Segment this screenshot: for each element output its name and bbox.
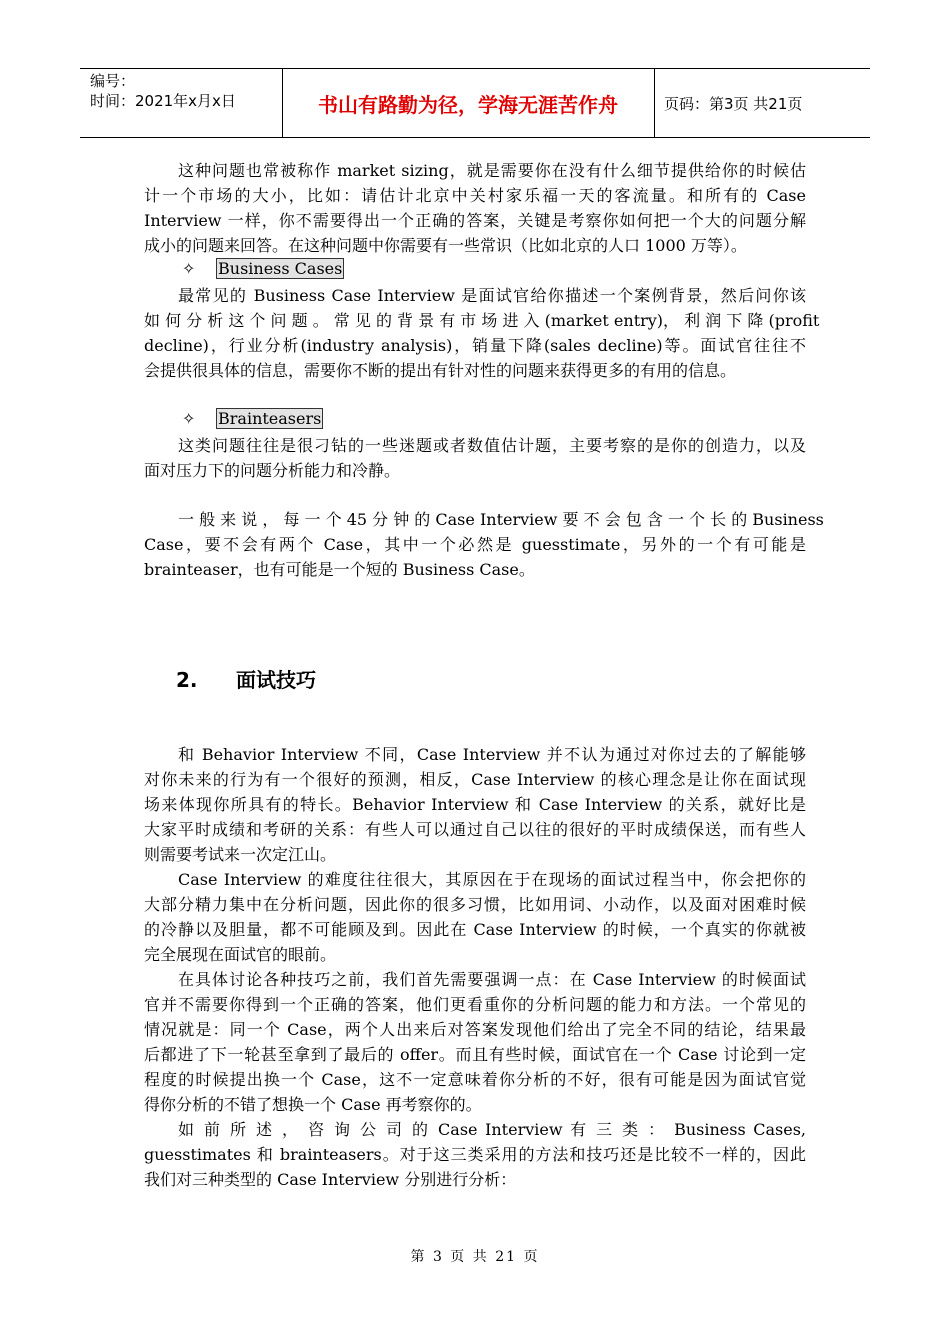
text-line: 这种问题也常被称作 market sizing，就是需要你在没有什么细节提供给你的时候估 [178, 161, 806, 180]
text-line: 在具体讨论各种技巧之前，我们首先需要强调一点：在 Case Interview 的时候面试 [178, 970, 806, 989]
text-line: decline)，行业分析(industry analysis)，销量下降(sales decline)等。面试官往往不 [144, 336, 806, 355]
text-line: 官并不需要你得到一个正确的答案，他们更看重你的分析问题的能力和方法。一个常见的 [144, 995, 806, 1014]
diamond-bullet-icon: ✧ [182, 409, 196, 428]
text-line: 会提供很具体的信息，需要你不断的提出有针对性的问题来获得更多的有用的信息。 [144, 361, 737, 380]
bullet-brainteasers [182, 408, 323, 430]
text-line: 情况就是：同一个 Case，两个人出来后对答案发现他们给出了完全不同的结论，结果最 [144, 1020, 806, 1039]
paragraph-summary [144, 507, 824, 582]
header-page-info: 页码：第3页 共21页 [664, 94, 803, 113]
paragraph-difficulty [144, 867, 806, 967]
text-line: 和 Behavior Interview 不同，Case Interview 并不认为通过对你过去的了解能够 [178, 745, 806, 764]
text-line: 程度的时候提出换一个 Case，这不一定意味着你分析的不好，很有可能是因为面试官觉 [144, 1070, 806, 1089]
text-line: 完全展现在面试官的眼前。 [144, 945, 337, 964]
paragraph-three-types [144, 1117, 806, 1192]
bullet-business-cases [182, 258, 344, 280]
text-line: Case，要不会有两个 Case，其中一个必然是 guesstimate，另外的一个有可能是 [144, 535, 806, 554]
text-line: 后都进了下一轮甚至拿到了最后的 offer。而且有些时候，面试官在一个 Case 讨论到一定 [144, 1045, 806, 1064]
text-line: 大家平时成绩和考研的关系：有些人可以通过自己以往的很好的平时成绩保送，而有些人 [144, 820, 806, 839]
text-line: 则需要考试来一次定江山。 [144, 845, 337, 864]
text-line: 成小的问题来回答。在这种问题中你需要有一些常识（比如北京的人口 1000 万等）。 [144, 236, 747, 255]
page-footer: 第 3 页 共 21 页 [410, 1249, 540, 1265]
text-line: 一 般 来 说 ， 每 一 个 45 分 钟 的 Case Interview 要 不 会 包 含 一 个 长 的 Business [178, 510, 824, 529]
text-line: 面对压力下的问题分析能力和冷静。 [144, 461, 401, 480]
text-line: 如 前 所 述 ， 咨 询 公 司 的 Case Interview 有 三 类 ： Business Cases, [178, 1120, 806, 1139]
bullet-label: Brainteasers [218, 409, 322, 428]
paragraph-market-sizing [144, 158, 806, 258]
text-line: 的冷静以及胆量，都不可能顾及到。因此在 Case Interview 的时候，一个真实的你就被 [144, 920, 806, 939]
text-line: 得你分析的不错了想换一个 Case 再考察你的。 [144, 1095, 482, 1114]
text-line: 我们对三种类型的 Case Interview 分别进行分析： [144, 1170, 517, 1189]
paragraph-business-cases [144, 283, 820, 383]
text-line: Interview 一样，你不需要得出一个正确的答案，关键是考察你如何把一个大的问题分解 [144, 211, 806, 230]
paragraph-no-right-answer [144, 967, 806, 1117]
header-meta [90, 71, 236, 111]
section-title: 面试技巧 [236, 668, 316, 692]
paragraph-behavior-vs-case [144, 742, 806, 867]
text-line: 计一个市场的大小，比如：请估计北京中关村家乐福一天的客流量。和所有的 Case [144, 186, 806, 205]
text-line: 如 何 分 析 这 个 问 题 。 常 见 的 背 景 有 市 场 进 入 (market entry)， 利 润 下 降 (profit [144, 311, 820, 330]
text-line: Case Interview 的难度往往很大，其原因在于在现场的面试过程当中，你会把你的 [178, 870, 806, 889]
text-line: 这类问题往往是很刁钻的一些迷题或者数值估计题，主要考察的是你的创造力，以及 [178, 436, 806, 455]
section-heading [176, 664, 316, 693]
text-line: brainteaser，也有可能是一个短的 Business Case。 [144, 560, 535, 579]
text-line: 场来体现你所具有的特长。Behavior Interview 和 Case Interview 的关系，就好比是 [144, 795, 806, 814]
paragraph-brainteasers [144, 433, 806, 483]
time-label: 时间：2021年x月x日 [90, 92, 236, 110]
section-number: 2. [176, 668, 198, 692]
page-header [80, 68, 870, 138]
text-line: guesstimates 和 brainteasers。对于这三类采用的方法和技巧还是比较不一样的，因此 [144, 1145, 806, 1164]
bullet-label: Business Cases [218, 259, 343, 278]
diamond-bullet-icon: ✧ [182, 259, 196, 278]
number-label: 编号： [90, 72, 136, 90]
text-line: 最常见的 Business Case Interview 是面试官给你描述一个案例背景，然后问你该 [178, 286, 806, 305]
text-line: 大部分精力集中在分析问题，因此你的很多习惯，比如用词、小动作，以及面对困难时候 [144, 895, 806, 914]
text-line: 对你未来的行为有一个很好的预测，相反，Case Interview 的核心理念是让你在面试现 [144, 770, 806, 789]
header-motto: 书山有路勤为径，学海无涯苦作舟 [318, 92, 618, 117]
header-divider [654, 69, 655, 137]
